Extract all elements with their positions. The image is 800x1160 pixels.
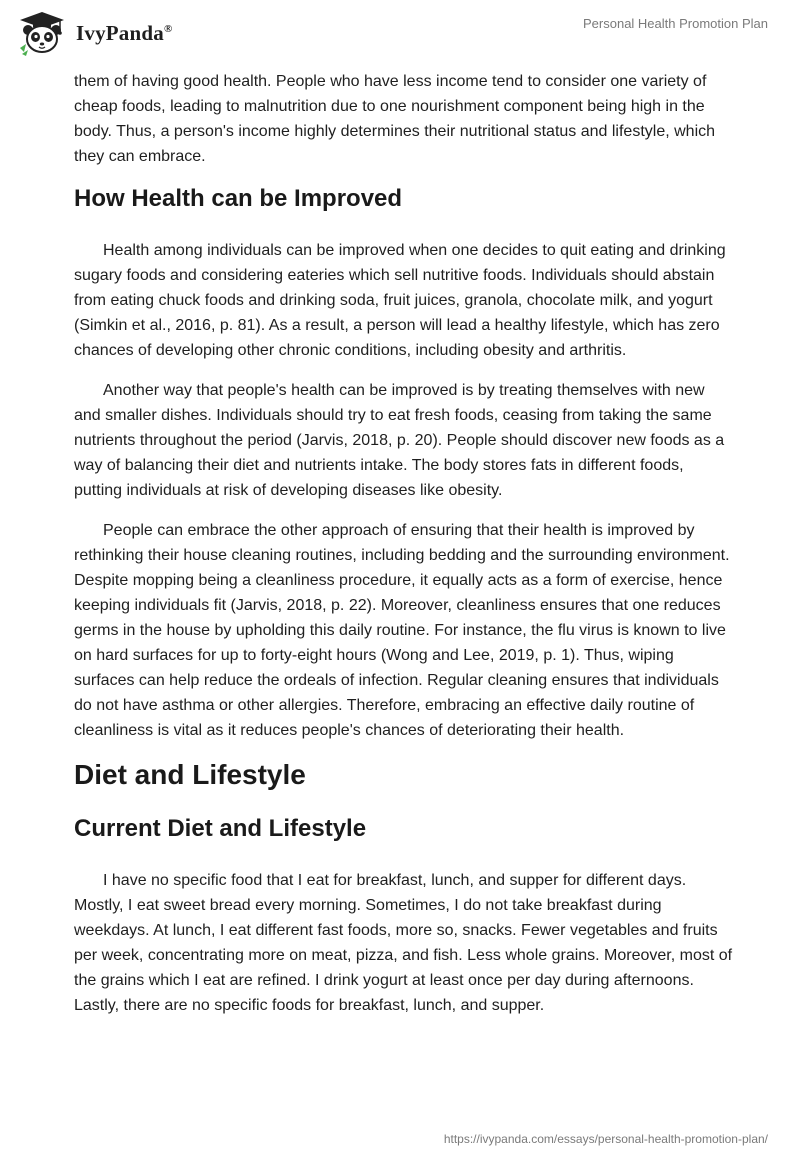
- page-header: [0, 0, 800, 70]
- document-title: Personal Health Promotion Plan: [583, 16, 768, 31]
- ivypanda-logo[interactable]: [16, 10, 172, 56]
- source-url[interactable]: https://ivypanda.com/essays/personal-health-promotion-plan/: [443, 1132, 768, 1146]
- intro-paragraph: them of having good health. People who have less income tend to consider one variety of cheap foods, leading to malnutrition due to one nourishment component being high in the body. Thus, a person's income highly determines their nutritional status and lifestyle, which they can embrace.: [74, 73, 716, 165]
- paragraph-diet-1: I have no specific food that I eat for breakfast, lunch, and supper for different days. Mostly, I eat sweet bread every morning. Sometimes, I do not take breakfast during weekdays. At lunch, I eat different fast foods, more so, snacks. Fewer vegetables and fruits per week, concentrating more on meat, pizza, and fish. Less whole grains. Moreover, most of the grains which I eat are refined. I drink yogurt at least once per day during afternoons. Lastly, there are no specific foods for breakfast, lunch, and supper.: [74, 872, 733, 1014]
- subheading-current-diet: Current Diet and Lifestyle: [74, 815, 367, 842]
- heading-diet-lifestyle: Diet and Lifestyle: [74, 759, 306, 790]
- paragraph-improve-2: Another way that people's health can be improved is by treating themselves with new and smaller dishes. Individuals should try to eat fresh foods, ceasing from taking the same nutrients throughout the period (Jarvis, 2018, p. 20). People should discover new foods as a way of balancing their diet and nutrients intake. The body stores fats in different foods, putting individuals at risk of developing diseases like obesity.: [74, 382, 725, 499]
- heading-how-health-improved: How Health can be Improved: [74, 185, 403, 212]
- brand-name: IvyPanda®: [76, 20, 173, 45]
- paragraph-improve-1: Health among individuals can be improved when one decides to quit eating and drinking sugary foods and considering eateries which sell nutritive foods. Individuals should abstain from eating chuck foods and drinking soda, fruit juices, granola, chocolate milk, and yogurt (Simkin et al., 2016, p. 81). As a result, a person will lead a healthy lifestyle, which has zero chances of developing other chronic conditions, including obesity and arthritis.: [74, 242, 726, 359]
- essay-body: [74, 69, 734, 1033]
- registered-mark: ®: [163, 22, 173, 35]
- panda-graduate-icon: [16, 10, 68, 56]
- paragraph-improve-3: People can embrace the other approach of ensuring that their health is improved by rethinking their house cleaning routines, including bedding and the surrounding environment. Despite mopping being a cleanliness procedure, it equally acts as a form of exercise, hence keeping individuals fit (Jarvis, 2018, p. 22). Moreover, cleanliness ensures that one reduces germs in the house by upholding this daily routine. For instance, the flu virus is known to live on hard surfaces for up to forty-eight hours (Wong and Lee, 2019, p. 1). Thus, wiping surfaces can help reduce the ordeals of infection. Regular cleaning ensures that individuals do not have asthma or other allergies. Therefore, embracing an effective daily routine of cleanliness is vital as it reduces people's chances of deteriorating their health.: [74, 522, 730, 739]
